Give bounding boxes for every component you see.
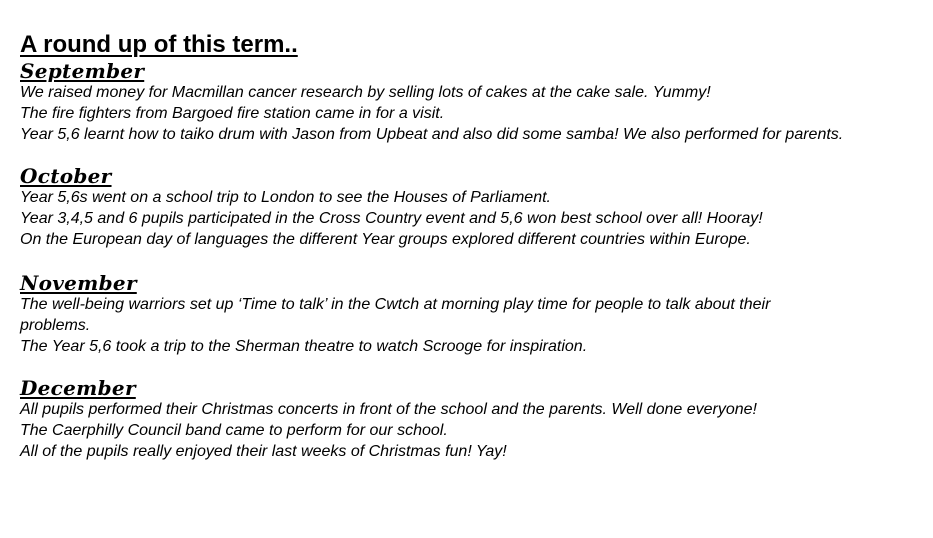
page-title: A round up of this term.. <box>20 31 298 58</box>
section-line: The Caerphilly Council band came to perform for our school. <box>20 422 448 439</box>
section-line: All of the pupils really enjoyed their last weeks of Christmas fun! Yay! <box>20 443 507 460</box>
month-heading-september: September <box>20 59 145 83</box>
section-line: The well-being warriors set up ‘Time to talk’ in the Cwtch at morning play time for people to talk about their <box>20 296 771 313</box>
section-september <box>20 60 925 145</box>
section-december <box>20 377 925 462</box>
section-spacer <box>20 357 925 377</box>
month-heading-november: November <box>20 271 137 295</box>
section-november <box>20 272 925 357</box>
section-line: The Year 5,6 took a trip to the Sherman theatre to watch Scrooge for inspiration. <box>20 338 588 355</box>
section-line: On the European day of languages the different Year groups explored different countries within Europe. <box>20 231 751 248</box>
section-line: All pupils performed their Christmas concerts in front of the school and the parents. Well done everyone! <box>20 401 757 418</box>
section-line: Year 3,4,5 and 6 pupils participated in the Cross Country event and 5,6 won best school over all! Hooray! <box>20 210 763 227</box>
section-line: problems. <box>20 317 91 334</box>
section-line: We raised money for Macmillan cancer research by selling lots of cakes at the cake sale. Yummy! <box>20 84 711 101</box>
section-line: The fire fighters from Bargoed fire station came in for a visit. <box>20 105 445 122</box>
newsletter-page <box>20 30 925 462</box>
section-line: Year 5,6 learnt how to taiko drum with Jason from Upbeat and also did some samba! We also performed for parents. <box>20 126 844 143</box>
section-spacer <box>20 145 925 165</box>
month-heading-december: December <box>20 376 136 400</box>
month-heading-october: October <box>20 164 112 188</box>
section-line: Year 5,6s went on a school trip to London to see the Houses of Parliament. <box>20 189 551 206</box>
section-october <box>20 165 925 250</box>
section-spacer <box>20 250 925 272</box>
